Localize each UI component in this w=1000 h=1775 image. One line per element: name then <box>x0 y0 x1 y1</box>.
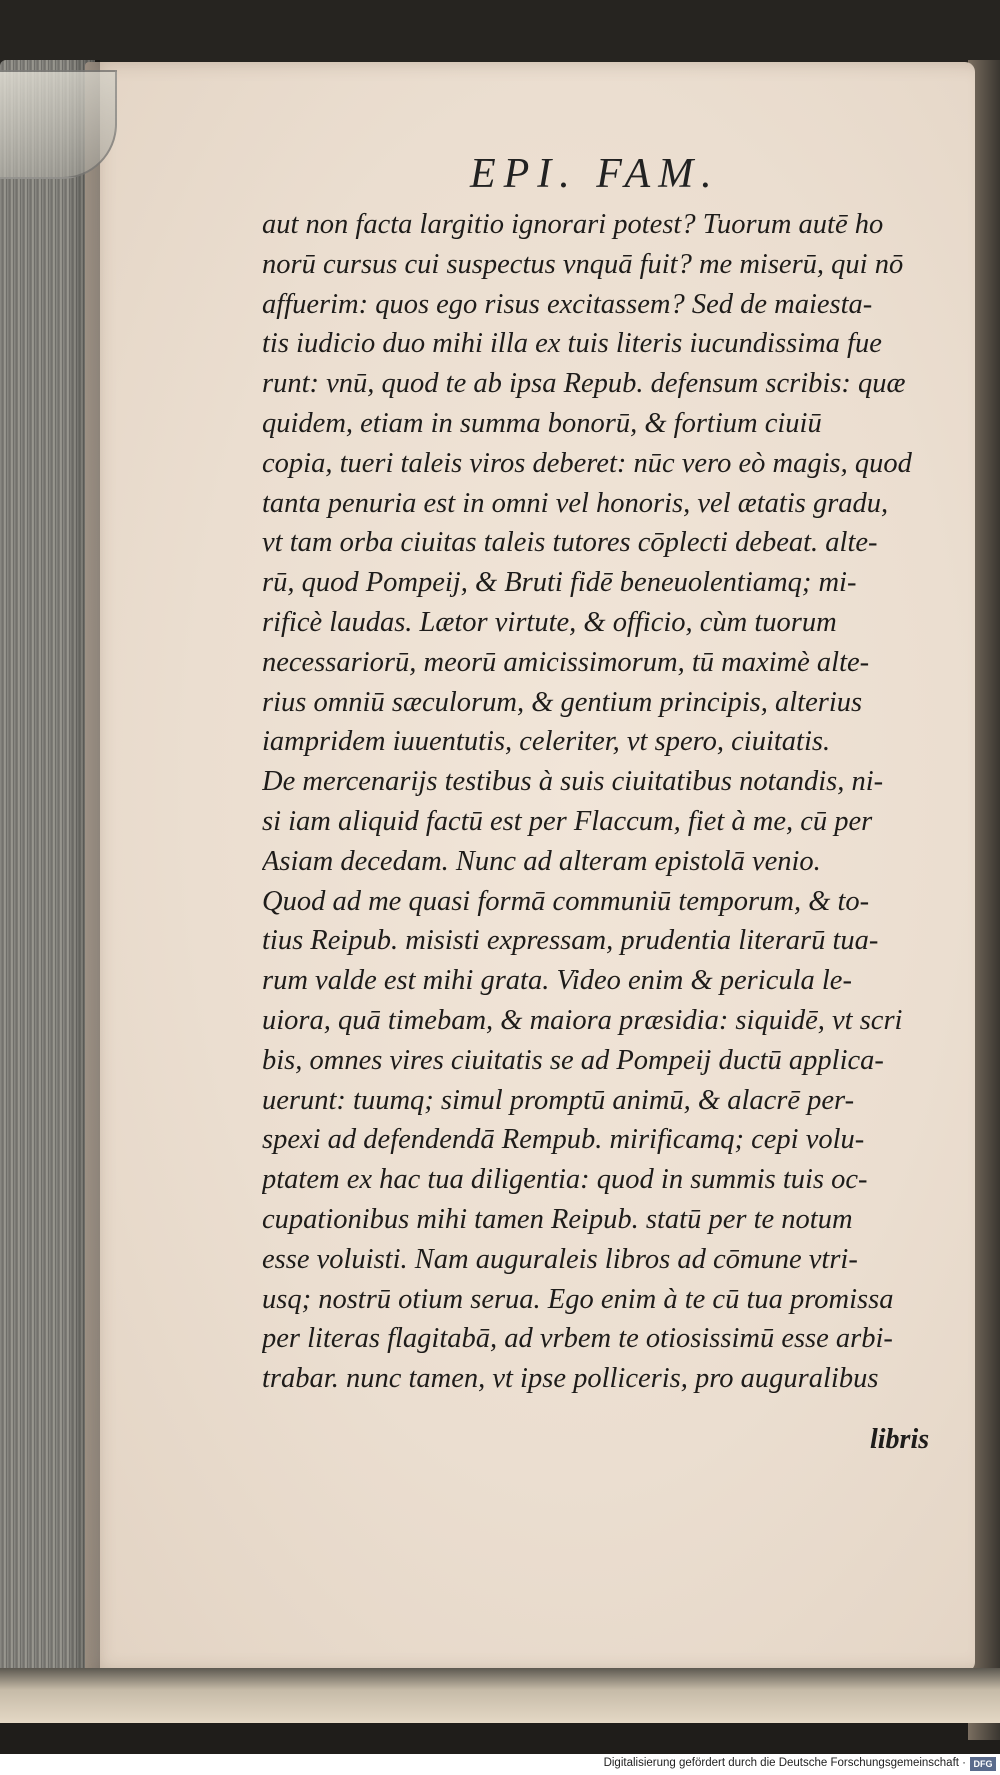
body-text <box>262 205 972 1399</box>
gutter-shadow <box>70 60 100 1700</box>
text-line: trabar. nunc tamen, vt ipse polliceris, pro auguralibus <box>262 1363 879 1395</box>
text-line: tius Reipub. misisti expressam, prudentia literarū tua- <box>262 925 879 957</box>
text-line: uiora, quā timebam, & maiora præsidia: siquidē, vt scri <box>262 1004 903 1036</box>
text-line: aut non facta largitio ignorari potest? Tuorum autē ho <box>262 209 884 240</box>
text-line: copia, tueri taleis viros deberet: nūc vero eò magis, quod <box>262 447 912 479</box>
text-line: rius omniū sæculorum, & gentium principis, alterius <box>262 686 863 718</box>
dfg-logo-icon: DFG <box>970 1757 996 1771</box>
text-line: rū, quod Pompeij, & Bruti fidē beneuolentiamq; mi- <box>262 567 857 599</box>
text-line: iampridem iuuentutis, celeriter, vt spero, ciuitatis. <box>262 726 831 758</box>
running-head: EPI. FAM. <box>470 151 720 197</box>
page-clip <box>0 70 117 179</box>
text-line: spexi ad defendendā Rempub. mirificamq; cepi volu- <box>262 1124 865 1156</box>
text-line: bis, omnes vires ciuitatis se ad Pompeij ductū applica- <box>262 1044 884 1076</box>
book-bottom-edge <box>0 1668 1000 1723</box>
text-line: tis iudicio duo mihi illa ex tuis literis iucundissima fue <box>262 328 882 360</box>
text-line: rum valde est mihi grata. Video enim & pericula le- <box>262 965 852 997</box>
text-line: runt: vnū, quod te ab ipsa Repub. defensum scribis: quæ <box>262 368 906 400</box>
text-line: Quod ad me quasi formā communiū temporum, & to- <box>262 885 870 917</box>
text-line: uerunt: tuumq; simul promptū animū, & alacrē per- <box>262 1084 855 1116</box>
text-line: ptatem ex hac tua diligentia: quod in summis tuis oc- <box>262 1164 868 1196</box>
text-line: usq; nostrū otium serua. Ego enim à te cū tua promissa <box>262 1283 894 1315</box>
text-line: necessariorū, meorū amicissimorum, tū maximè alte- <box>262 646 870 678</box>
text-line: De mercenarijs testibus à suis ciuitatibus notandis, ni- <box>262 766 884 798</box>
text-line: quidem, etiam in summa bonorū, & fortium ciuiū <box>262 407 822 439</box>
footer-bar <box>0 1754 1000 1775</box>
text-line: cupationibus mihi tamen Reipub. statū per te notum <box>262 1203 853 1235</box>
catchword: libris <box>870 1424 930 1455</box>
text-line: norū cursus cui suspectus vnquā fuit? me miserū, qui nō <box>262 248 904 280</box>
text-line: vt tam orba ciuitas taleis tutores cōplecti debeat. alte- <box>262 527 878 559</box>
text-line: si iam aliquid factū est per Flaccum, fiet à me, cū per <box>262 805 873 837</box>
text-line: affuerim: quos ego risus excitassem? Sed de maiesta- <box>262 288 873 320</box>
text-line: rificè laudas. Lætor virtute, & officio, cùm tuorum <box>262 606 837 638</box>
text-line: Asiam decedam. Nunc ad alteram epistolā venio. <box>262 845 821 877</box>
footer-credit: Digitalisierung gefördert durch die Deutsche Forschungsgemeinschaft · <box>603 1757 966 1769</box>
text-line: tanta penuria est in omni vel honoris, vel ætatis gradu, <box>262 487 889 519</box>
text-line: esse voluisti. Nam auguraleis libros ad cōmune vtri- <box>262 1243 858 1275</box>
text-line: per literas flagitabā, ad vrbem te otiosissimū esse arbi- <box>262 1323 893 1355</box>
